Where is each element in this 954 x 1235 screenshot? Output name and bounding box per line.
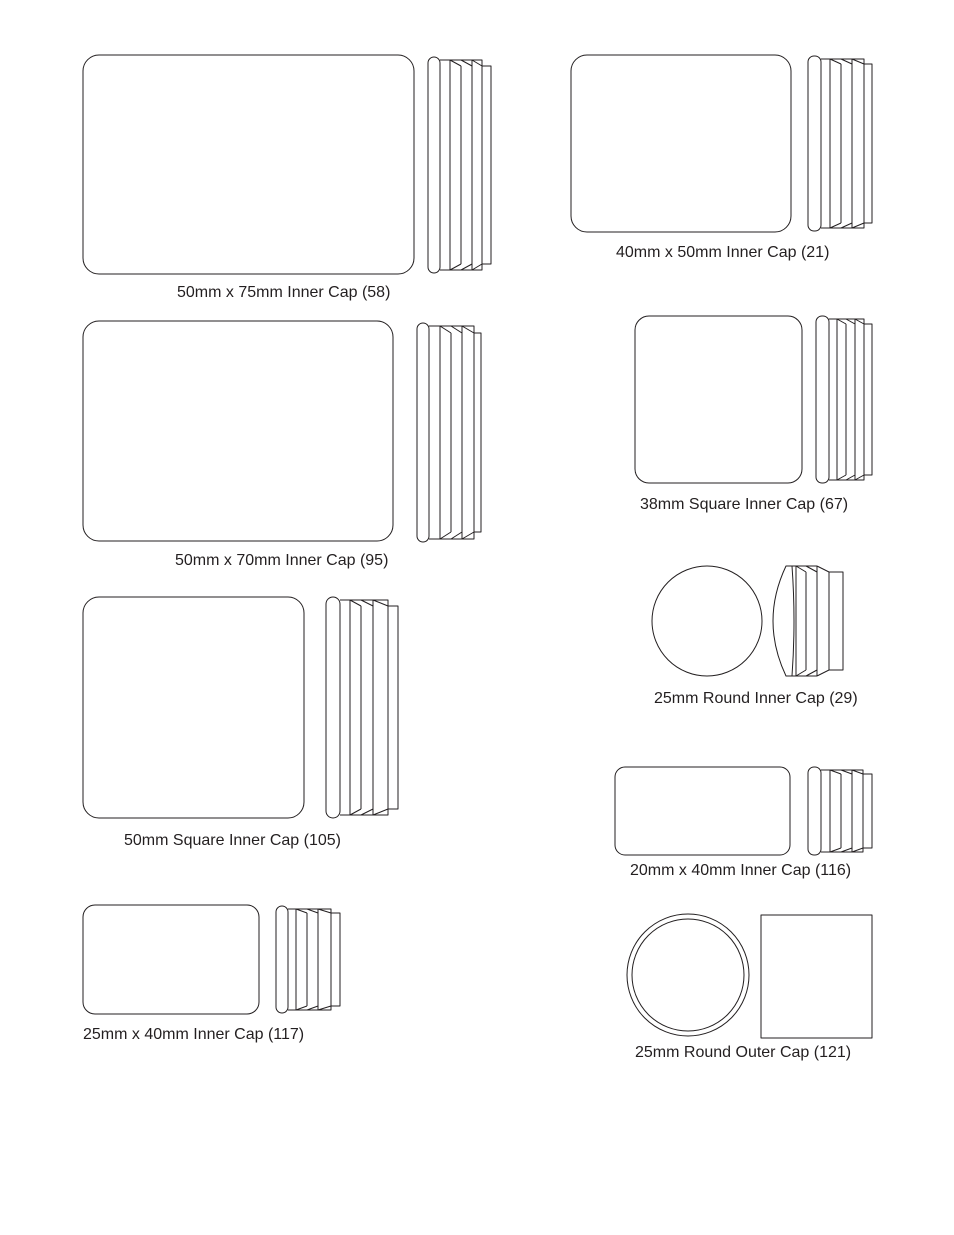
- part-67-side-view: [816, 316, 872, 483]
- part-29-illustration: [652, 566, 843, 676]
- part-121-illustration: [627, 914, 872, 1038]
- part-117-illustration: [83, 905, 340, 1014]
- part-116-label: 20mm x 40mm Inner Cap (116): [630, 862, 852, 879]
- part-105-label: 50mm Square Inner Cap (105): [124, 832, 341, 849]
- part-58-illustration: [83, 55, 491, 274]
- part-121-top-view: [627, 914, 749, 1036]
- part-21-illustration: [571, 55, 872, 232]
- part-95-label: 50mm x 70mm Inner Cap (95): [175, 552, 389, 569]
- part-95-side-view: [417, 323, 481, 542]
- part-121-side-view: [761, 915, 872, 1038]
- part-29-top-view: [652, 566, 762, 676]
- part-105-illustration: [83, 597, 398, 818]
- part-117-side-view: [276, 906, 340, 1013]
- part-95-illustration: [83, 321, 481, 542]
- part-29-label: 25mm Round Inner Cap (29): [654, 690, 858, 707]
- part-116-illustration: [615, 767, 872, 855]
- part-21-side-view: [808, 56, 872, 231]
- part-105-top-view: [83, 597, 304, 818]
- part-117-top-view: [83, 905, 259, 1014]
- part-29-side-view: [773, 566, 843, 676]
- part-105-side-view: [326, 597, 398, 818]
- part-67-label: 38mm Square Inner Cap (67): [640, 496, 849, 513]
- part-116-side-view: [808, 767, 872, 855]
- part-67-top-view: [635, 316, 802, 483]
- part-58-top-view: [83, 55, 414, 274]
- part-58-label: 50mm x 75mm Inner Cap (58): [177, 284, 391, 301]
- part-67-illustration: [635, 316, 872, 483]
- part-116-top-view: [615, 767, 790, 855]
- part-21-label: 40mm x 50mm Inner Cap (21): [616, 244, 830, 261]
- part-117-label: 25mm x 40mm Inner Cap (117): [83, 1026, 305, 1043]
- part-95-top-view: [83, 321, 393, 541]
- part-121-label: 25mm Round Outer Cap (121): [635, 1044, 852, 1061]
- part-58-side-view: [428, 57, 491, 273]
- part-21-top-view: [571, 55, 791, 232]
